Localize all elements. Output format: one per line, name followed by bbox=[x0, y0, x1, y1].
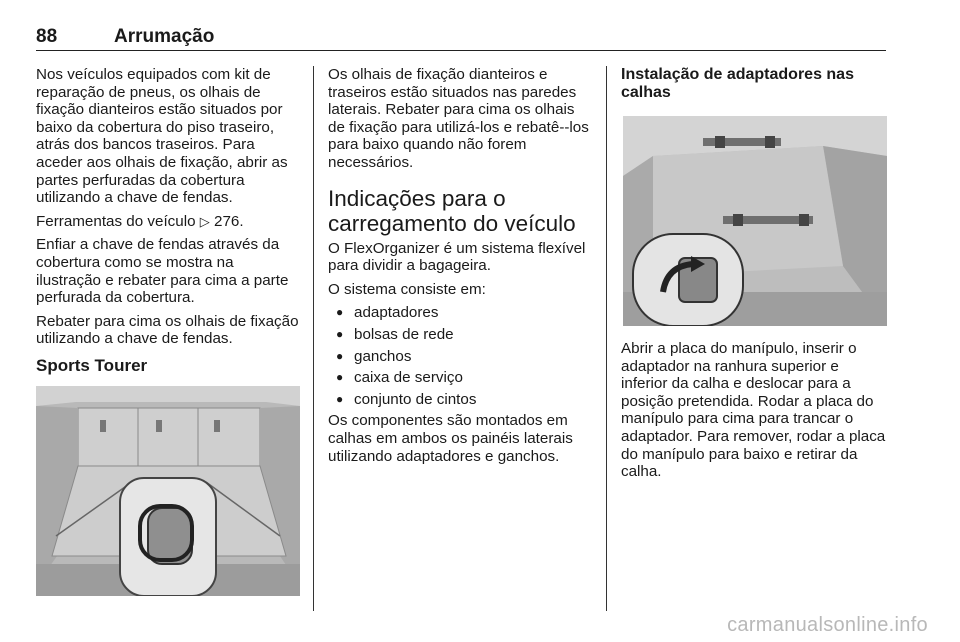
column-3 bbox=[621, 66, 889, 487]
column-divider-2 bbox=[606, 66, 607, 611]
component-list bbox=[328, 304, 594, 408]
paragraph-components-mounted: Os componentes são montados em calhas em ambos os painéis laterais utilizando adaptadores e ganchos. bbox=[328, 412, 573, 465]
sports-tourer-trunk-illustration bbox=[36, 386, 300, 596]
page-header bbox=[36, 26, 886, 51]
column-2 bbox=[328, 66, 594, 471]
tools-reference-text: Ferramentas do veículo bbox=[36, 212, 196, 230]
heading-adapter-installation: Instalação de adaptadores nas calhas bbox=[621, 66, 854, 101]
column-1 bbox=[36, 66, 300, 596]
paragraph-adapter-instructions: Abrir a placa do manípulo, inserir o adaptador na ranhura superior e inferior da calha e deslocar para a posição pretendida. Rodar a placa do manípulo para cima para trancar o adaptador. Para remover, rodar a placa do manípulo para baixo e retirar da calha. bbox=[621, 340, 886, 481]
paragraph-side-eyes: Os olhais de fixação dianteiros e traseiros estão situados nas paredes laterais. Rebater para cima os olhais de fixação para utilizá-los e rebatê--los para baixo quando não forem necessários. bbox=[328, 66, 589, 171]
page-number: 88 bbox=[36, 26, 58, 47]
list-item: ● adaptadores bbox=[328, 304, 594, 322]
watermark: carmanualsonline.info bbox=[727, 614, 928, 636]
heading-loading-tips: Indicações para o carregamento do veículo bbox=[328, 185, 576, 236]
chapter-title: Arrumação bbox=[114, 26, 215, 47]
list-item: ● ganchos bbox=[328, 348, 594, 366]
list-item: ● bolsas de rede bbox=[328, 326, 594, 344]
paragraph-system-consists: O sistema consiste em: bbox=[328, 280, 486, 298]
paragraph-screwdriver: Enfiar a chave de fendas através da cobertura como se mostra na ilustração e rebater para cima a parte perfurada da cobertura. bbox=[36, 236, 289, 307]
page-reference-icon: ▷ bbox=[199, 213, 210, 229]
column-divider-1 bbox=[313, 66, 314, 611]
paragraph-tire-kit: Nos veículos equipados com kit de reparação de pneus, os olhais de fixação dianteiros estão situados por baixo da cobertura do piso traseiro, atrás dos bancos traseiros. Para aceder aos olhais de fixação, abrir as partes perfuradas da cobertura utilizando a chave de fendas. bbox=[36, 66, 288, 207]
tools-reference-page[interactable]: 276. bbox=[214, 212, 244, 230]
paragraph-fold-up: Rebater para cima os olhais de fixação utilizando a chave de fendas. bbox=[36, 312, 299, 348]
paragraph-tools-reference bbox=[36, 213, 300, 231]
paragraph-flexorganizer: O FlexOrganizer é um sistema flexível para dividir a bagageira. bbox=[328, 239, 586, 275]
adapter-rail-illustration bbox=[621, 116, 889, 326]
list-item: ● conjunto de cintos bbox=[328, 391, 594, 409]
list-item: ● caixa de serviço bbox=[328, 369, 594, 387]
heading-sports-tourer: Sports Tourer bbox=[36, 355, 148, 375]
